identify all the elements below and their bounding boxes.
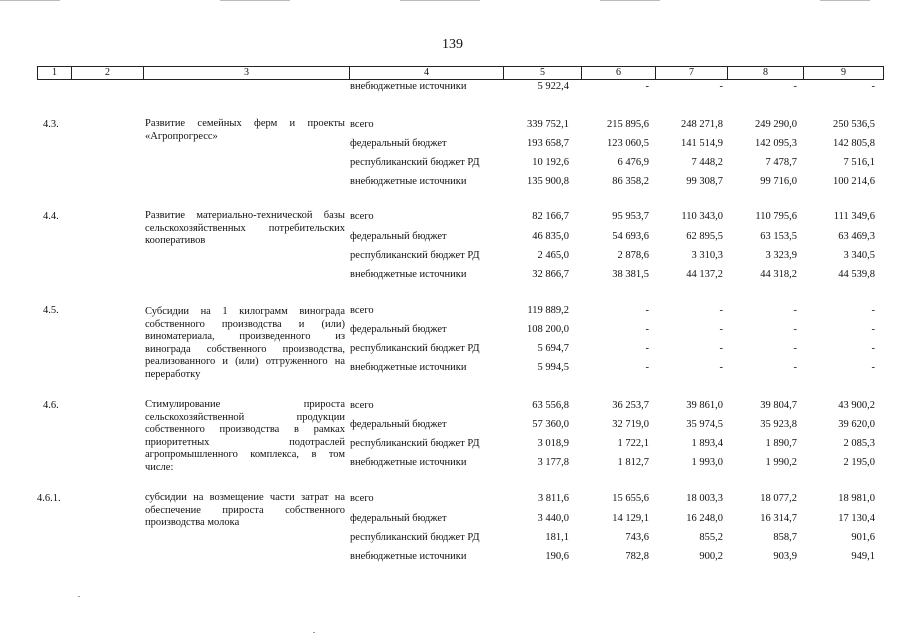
value-cell: 16 314,7 [760,513,797,524]
value-cell: 2 878,6 [617,250,649,261]
funding-source: внебюджетные источники [350,269,467,280]
value-cell: 949,1 [851,551,875,562]
value-cell: 110 343,0 [681,211,723,222]
value-cell: 86 358,2 [612,176,649,187]
funding-source: всего [350,305,374,316]
value-cell: 32 866,7 [532,269,569,280]
funding-source: внебюджетные источники [350,457,467,468]
funding-source: федеральный бюджет [350,419,447,430]
funding-source: республиканский бюджет РД [350,532,480,543]
funding-source: республиканский бюджет РД [350,250,480,261]
value-cell: 17 130,4 [838,513,875,524]
value-cell: 99 308,7 [686,176,723,187]
value-cell: 46 835,0 [532,231,569,242]
funding-source: всего [350,119,374,130]
column-header: 7 [656,67,728,79]
value-cell: 36 253,7 [612,400,649,411]
funding-source: внебюджетные источники [350,176,467,187]
funding-source: всего [350,400,374,411]
value-cell: 3 323,9 [765,250,797,261]
scan-artifact [820,0,870,1]
value-cell: 858,7 [773,532,797,543]
value-cell: 782,8 [625,551,649,562]
value-cell: 903,9 [773,551,797,562]
value-cell: 141 514,9 [681,138,723,149]
value-cell: 39 861,0 [686,400,723,411]
value-cell: 63 469,3 [838,231,875,242]
value-cell: 7 478,7 [765,157,797,168]
value-cell: 1 990,2 [765,457,797,468]
value-cell: 181,1 [545,532,569,543]
value-cell: 1 893,4 [691,438,723,449]
funding-source: внебюджетные источники [350,362,467,373]
value-cell: - [871,324,875,335]
funding-source: федеральный бюджет [350,324,447,335]
value-cell: 3 811,6 [537,493,569,504]
value-cell: 15 655,6 [612,493,649,504]
section-code: 4.3. [43,119,59,130]
value-cell: - [871,362,875,373]
value-cell: 44 318,2 [760,269,797,280]
value-cell: 62 895,5 [686,231,723,242]
value-cell: 95 953,7 [612,211,649,222]
value-cell: 2 085,3 [843,438,875,449]
value-cell: 111 349,6 [833,211,875,222]
value-cell: 57 360,0 [532,419,569,430]
column-header: 8 [728,67,804,79]
section-description: Субсидии на 1 килограмм винограда собственного производства и (или) виноматериала, произведенного из винограда собственного производства, реализованного и (или) отгруженного на переработку [145,306,345,380]
section-description: субсидии на возмещение части затрат на обеспечение прироста собственного производства молока [145,492,345,528]
value-cell: - [871,81,875,92]
value-cell: 82 166,7 [532,211,569,222]
column-header: 9 [841,67,846,78]
value-cell: 18 077,2 [760,493,797,504]
column-header: 1 [38,67,72,79]
value-cell: 119 889,2 [527,305,569,316]
column-header: 5 [504,67,582,79]
scan-artifact [600,0,660,1]
section-description: Развитие материально-технической базы сельскохозяйственных потребительских кооперативов [145,210,345,246]
value-cell: 855,2 [699,532,723,543]
value-cell: 248 271,8 [681,119,723,130]
value-cell: 215 895,6 [607,119,649,130]
value-cell: 35 974,5 [686,419,723,430]
value-cell: 110 795,6 [755,211,797,222]
value-cell: 2 195,0 [843,457,875,468]
value-cell: 250 536,5 [833,119,875,130]
funding-source: внебюджетные источники [350,551,467,562]
value-cell: 900,2 [699,551,723,562]
value-cell: 10 192,6 [532,157,569,168]
value-cell: 142 095,3 [755,138,797,149]
value-cell: 63 153,5 [760,231,797,242]
column-header: 3 [144,67,350,79]
funding-source: республиканский бюджет РД [350,157,480,168]
section-code: 4.4. [43,211,59,222]
value-cell: 3 340,5 [843,250,875,261]
value-cell: 7 448,2 [691,157,723,168]
value-cell: 1 722,1 [617,438,649,449]
value-cell: - [793,305,797,316]
value-cell: - [719,343,723,354]
value-cell: 18 003,3 [686,493,723,504]
scan-artifact [0,0,60,1]
value-cell: 32 719,0 [612,419,649,430]
value-cell: - [871,343,875,354]
value-cell: 35 923,8 [760,419,797,430]
value-cell: 3 440,0 [537,513,569,524]
value-cell: - [719,81,723,92]
value-cell: 190,6 [545,551,569,562]
value-cell: - [793,324,797,335]
value-cell: 16 248,0 [686,513,723,524]
column-header: 2 [72,67,144,79]
value-cell: 3 310,3 [691,250,723,261]
funding-source: внебюджетные источники [350,81,467,92]
funding-source: федеральный бюджет [350,513,447,524]
column-header: 6 [582,67,656,79]
section-code: 4.6. [43,400,59,411]
page-number: 139 [442,37,463,52]
scan-artifact [400,0,480,1]
value-cell: 99 716,0 [760,176,797,187]
funding-source: федеральный бюджет [350,231,447,242]
value-cell: 1 812,7 [617,457,649,468]
value-cell: - [793,362,797,373]
value-cell: 38 381,5 [612,269,649,280]
value-cell: 3 177,8 [537,457,569,468]
value-cell: 18 981,0 [838,493,875,504]
value-cell: 6 476,9 [617,157,649,168]
value-cell: 743,6 [625,532,649,543]
value-cell: 54 693,6 [612,231,649,242]
value-cell: - [719,305,723,316]
section-description: Стимулирование прироста сельскохозяйственной продукции собственного производства в рамках приоритетных подотраслей агропромышленного комплекса, в том числе: [145,399,345,473]
funding-source: всего [350,211,374,222]
value-cell: 5 694,7 [537,343,569,354]
funding-source: всего [350,493,374,504]
funding-source: федеральный бюджет [350,138,447,149]
scan-artifact [220,0,290,1]
value-cell: - [719,324,723,335]
value-cell: 63 556,8 [532,400,569,411]
value-cell: 43 900,2 [838,400,875,411]
value-cell: 135 900,8 [527,176,569,187]
value-cell: - [793,81,797,92]
value-cell: - [645,324,649,335]
section-description: Развитие семейных ферм и проекты «Агропрогресс» [145,118,345,142]
column-header-row [37,66,884,80]
value-cell: - [645,362,649,373]
value-cell: 901,6 [851,532,875,543]
value-cell: 2 465,0 [537,250,569,261]
value-cell: 1 993,0 [691,457,723,468]
value-cell: - [645,343,649,354]
funding-source: республиканский бюджет РД [350,438,480,449]
value-cell: 1 890,7 [765,438,797,449]
column-header: 4 [350,67,504,79]
value-cell: 44 137,2 [686,269,723,280]
value-cell: 44 539,8 [838,269,875,280]
value-cell: 14 129,1 [612,513,649,524]
value-cell: 5 922,4 [537,81,569,92]
value-cell: 142 805,8 [833,138,875,149]
value-cell: - [871,305,875,316]
value-cell: - [719,362,723,373]
value-cell: 100 214,6 [833,176,875,187]
funding-source: республиканский бюджет РД [350,343,480,354]
value-cell: - [645,81,649,92]
value-cell: 39 804,7 [760,400,797,411]
value-cell: 39 620,0 [838,419,875,430]
scan-artifact [78,596,80,597]
value-cell: 193 658,7 [527,138,569,149]
value-cell: 7 516,1 [843,157,875,168]
value-cell: 339 752,1 [527,119,569,130]
value-cell: 108 200,0 [527,324,569,335]
value-cell: 5 994,5 [537,362,569,373]
section-code: 4.6.1. [37,493,61,504]
value-cell: - [645,305,649,316]
scan-artifact [313,632,315,633]
section-code: 4.5. [43,305,59,316]
value-cell: 249 290,0 [755,119,797,130]
value-cell: 3 018,9 [537,438,569,449]
value-cell: - [793,343,797,354]
value-cell: 123 060,5 [607,138,649,149]
